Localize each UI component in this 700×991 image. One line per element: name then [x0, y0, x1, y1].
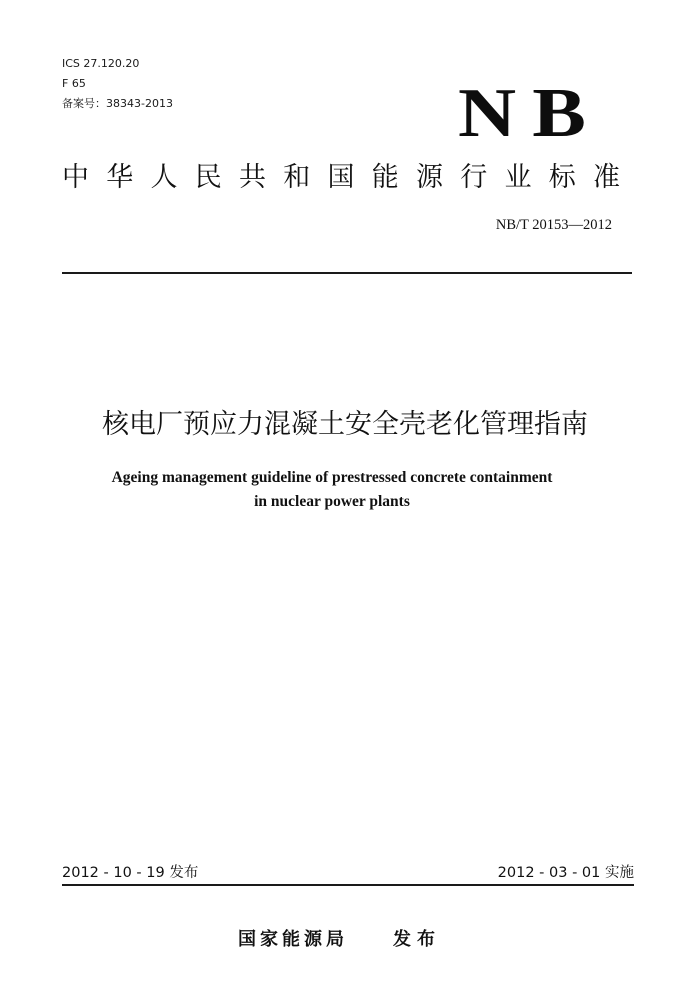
- footer-divider: [62, 884, 634, 886]
- ics-code: ICS 27.120.20: [62, 57, 140, 70]
- document-title-english-line-2: in nuclear power plants: [254, 493, 410, 510]
- document-title-english-line-1: Ageing management guideline of prestressed concrete containment: [111, 469, 553, 486]
- document-title-chinese: 核电厂预应力混凝土安全壳老化管理指南: [102, 409, 588, 440]
- publisher-action: 发布: [393, 929, 441, 950]
- standard-category-heading: 中华人民共和国能源行业标准: [62, 162, 620, 193]
- header-divider: [62, 272, 632, 274]
- standard-number: NB/T 20153—2012: [495, 217, 612, 233]
- implementation-date: 2012 - 03 - 01 实施: [497, 865, 634, 881]
- nb-logo: NB: [458, 75, 603, 152]
- ccs-code: F 65: [62, 77, 86, 90]
- issue-date: 2012 - 10 - 19 发布: [62, 865, 199, 881]
- filing-number: 备案号：38343-2013: [62, 97, 173, 110]
- publisher-name: 国家能源局: [238, 929, 348, 950]
